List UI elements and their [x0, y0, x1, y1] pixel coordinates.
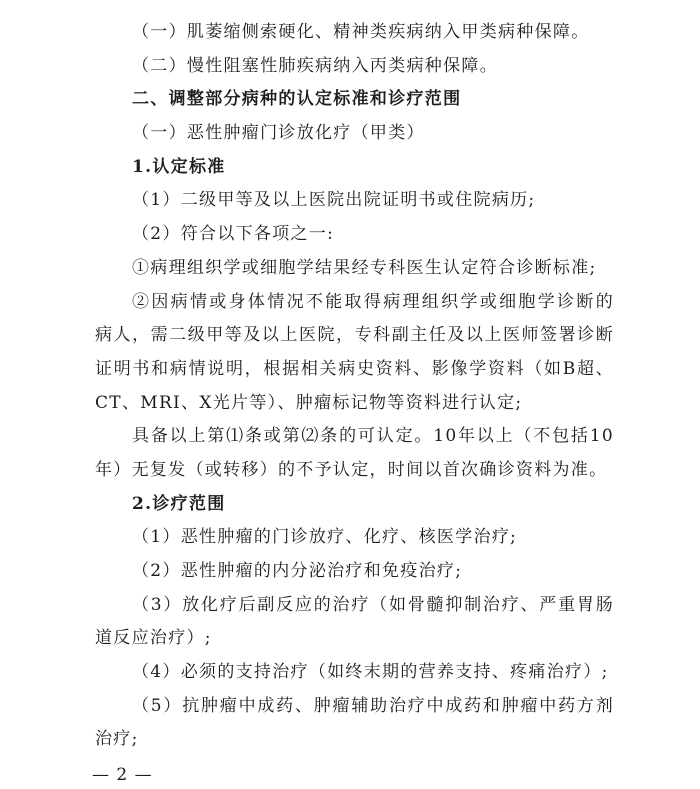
criteria-note-line: 年）无复发（或转移）的不予认定，时间以首次确诊资料为准。: [95, 459, 608, 480]
criteria-item-1: （1）二级甲等及以上医院出院证明书或住院病历;: [132, 190, 536, 211]
criteria-subitem-2-line: 病人，需二级甲等及以上医院，专科副主任及以上医师签署诊断: [95, 325, 614, 346]
scope-item-1: （1）恶性肿瘤的门诊放疗、化疗、核医学治疗;: [132, 527, 518, 548]
criteria-subitem-2-line: ②因病情或身体情况不能取得病理组织学或细胞学诊断的: [132, 291, 614, 312]
section1-item-2: （二）慢性阻塞性肺疾病纳入丙类病种保障。: [132, 55, 498, 76]
criteria-subitem-2-line: CT、MRI、X光片等）、肿瘤标记物等资料进行认定;: [95, 392, 523, 413]
scope-item-5-line: （5）抗肿瘤中成药、肿瘤辅助治疗中成药和肿瘤中药方剂: [132, 695, 614, 716]
scope-item-5: [95, 690, 614, 757]
criteria-subitem-1: ①病理组织学或细胞学结果经专科医生认定符合诊断标准;: [132, 257, 597, 278]
criteria-subitem-2-line: 证明书和病情说明，根据相关病史资料、影像学资料（如B超、: [95, 358, 614, 379]
criteria-heading: 1.认定标准: [132, 156, 226, 177]
section-heading: 二、调整部分病种的认定标准和诊疗范围: [132, 89, 462, 110]
scope-item-2: （2）恶性肿瘤的内分泌治疗和免疫治疗;: [132, 561, 463, 581]
scope-heading: 2.诊疗范围: [132, 493, 226, 514]
document-body: [95, 16, 614, 757]
scope-item-3: [95, 589, 614, 656]
section1-item-1: （一）肌萎缩侧索硬化、精神类疾病纳入甲类病种保障。: [132, 22, 590, 42]
scope-item-3-line: （3）放化疗后副反应的治疗（如骨髓抑制治疗、严重胃肠: [132, 594, 614, 615]
criteria-note-line: 具备以上第⑴条或第⑵条的可认定。10年以上（不包括10: [132, 426, 614, 447]
page-number: — 2 —: [92, 765, 153, 785]
criteria-subitem-2: [95, 286, 614, 421]
scope-item-3-line: 道反应治疗）;: [95, 628, 212, 649]
scope-item-4: （4）必须的支持治疗（如终末期的营养支持、疼痛治疗）;: [132, 662, 609, 683]
subsection-heading: （一）恶性肿瘤门诊放化疗（甲类）: [132, 123, 425, 144]
criteria-note: [95, 420, 614, 487]
scope-item-5-line: 治疗;: [95, 729, 139, 750]
criteria-item-2: （2）符合以下各项之一:: [132, 224, 335, 245]
